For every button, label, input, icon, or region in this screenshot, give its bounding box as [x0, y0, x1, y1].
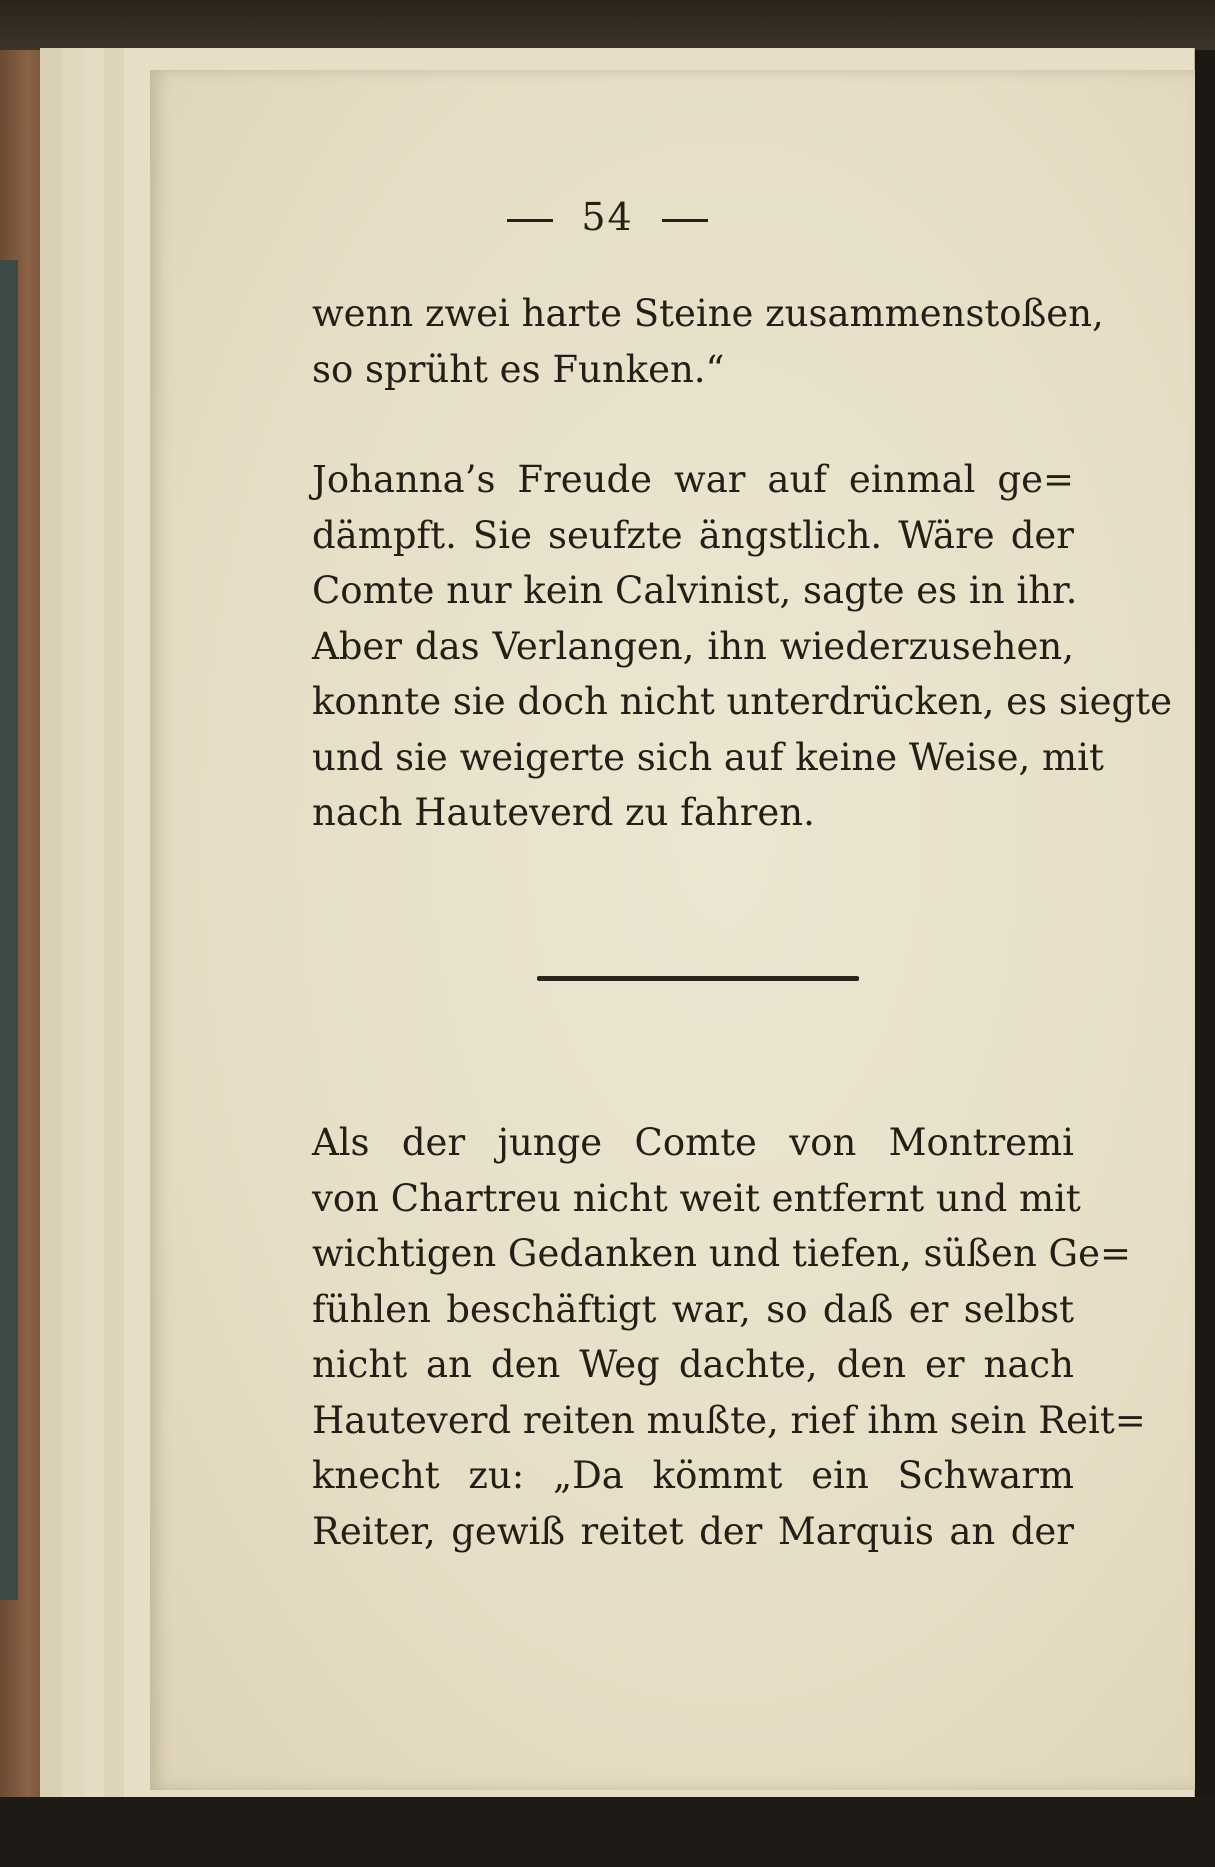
- text-line: und sie weigerte sich auf keine Weise, mit: [312, 735, 1104, 779]
- text-line: knecht zu: „Da kömmt ein Schwarm: [312, 1454, 1074, 1497]
- scan-background-top: [0, 0, 1215, 50]
- text-line: wenn zwei harte Steine zusammenstoßen,: [312, 292, 1104, 335]
- text-line: Johanna’s Freude war auf einmal ge=: [312, 458, 1074, 501]
- scan-background-bottom: [0, 1797, 1215, 1867]
- text-line: konnte sie doch nicht unterdrücken, es siegte: [312, 680, 1172, 723]
- paragraph-johanna: [312, 452, 1172, 841]
- page-number-dash-right: [662, 219, 708, 222]
- text-line: so sprüht es Funken.“: [312, 347, 725, 391]
- text-line: wichtigen Gedanken und tiefen, süßen Ge=: [312, 1232, 1131, 1275]
- text-line: von Chartreu nicht weit entfernt und mit: [312, 1176, 1081, 1220]
- text-line: dämpft. Sie seufzte ängstlich. Wäre der: [312, 513, 1074, 557]
- text-line: Comte nur kein Calvinist, sagte es in ihr.: [312, 569, 1078, 612]
- text-line: nach Hauteverd zu fahren.: [312, 791, 815, 834]
- text-line: nicht an den Weg dachte, den er nach: [312, 1343, 1074, 1386]
- page-number-dash-left: [507, 219, 553, 222]
- page-number: [0, 195, 1215, 239]
- page-number-value: 54: [581, 195, 634, 239]
- section-separator-rule: [537, 976, 859, 981]
- text-line: Als der junge Comte von Montremi: [312, 1121, 1074, 1164]
- text-line: Reiter, gewiß reitet der Marquis an der: [312, 1509, 1074, 1553]
- book-spine: [0, 260, 18, 1600]
- text-line: fühlen beschäftigt war, so daß er selbst: [312, 1287, 1074, 1331]
- paragraph-comte: [312, 1115, 1146, 1559]
- text-line: Hauteverd reiten mußte, rief ihm sein Reit=: [312, 1398, 1146, 1442]
- text-line: Aber das Verlangen, ihn wiederzusehen,: [312, 624, 1074, 668]
- continuation-text: [312, 286, 1104, 397]
